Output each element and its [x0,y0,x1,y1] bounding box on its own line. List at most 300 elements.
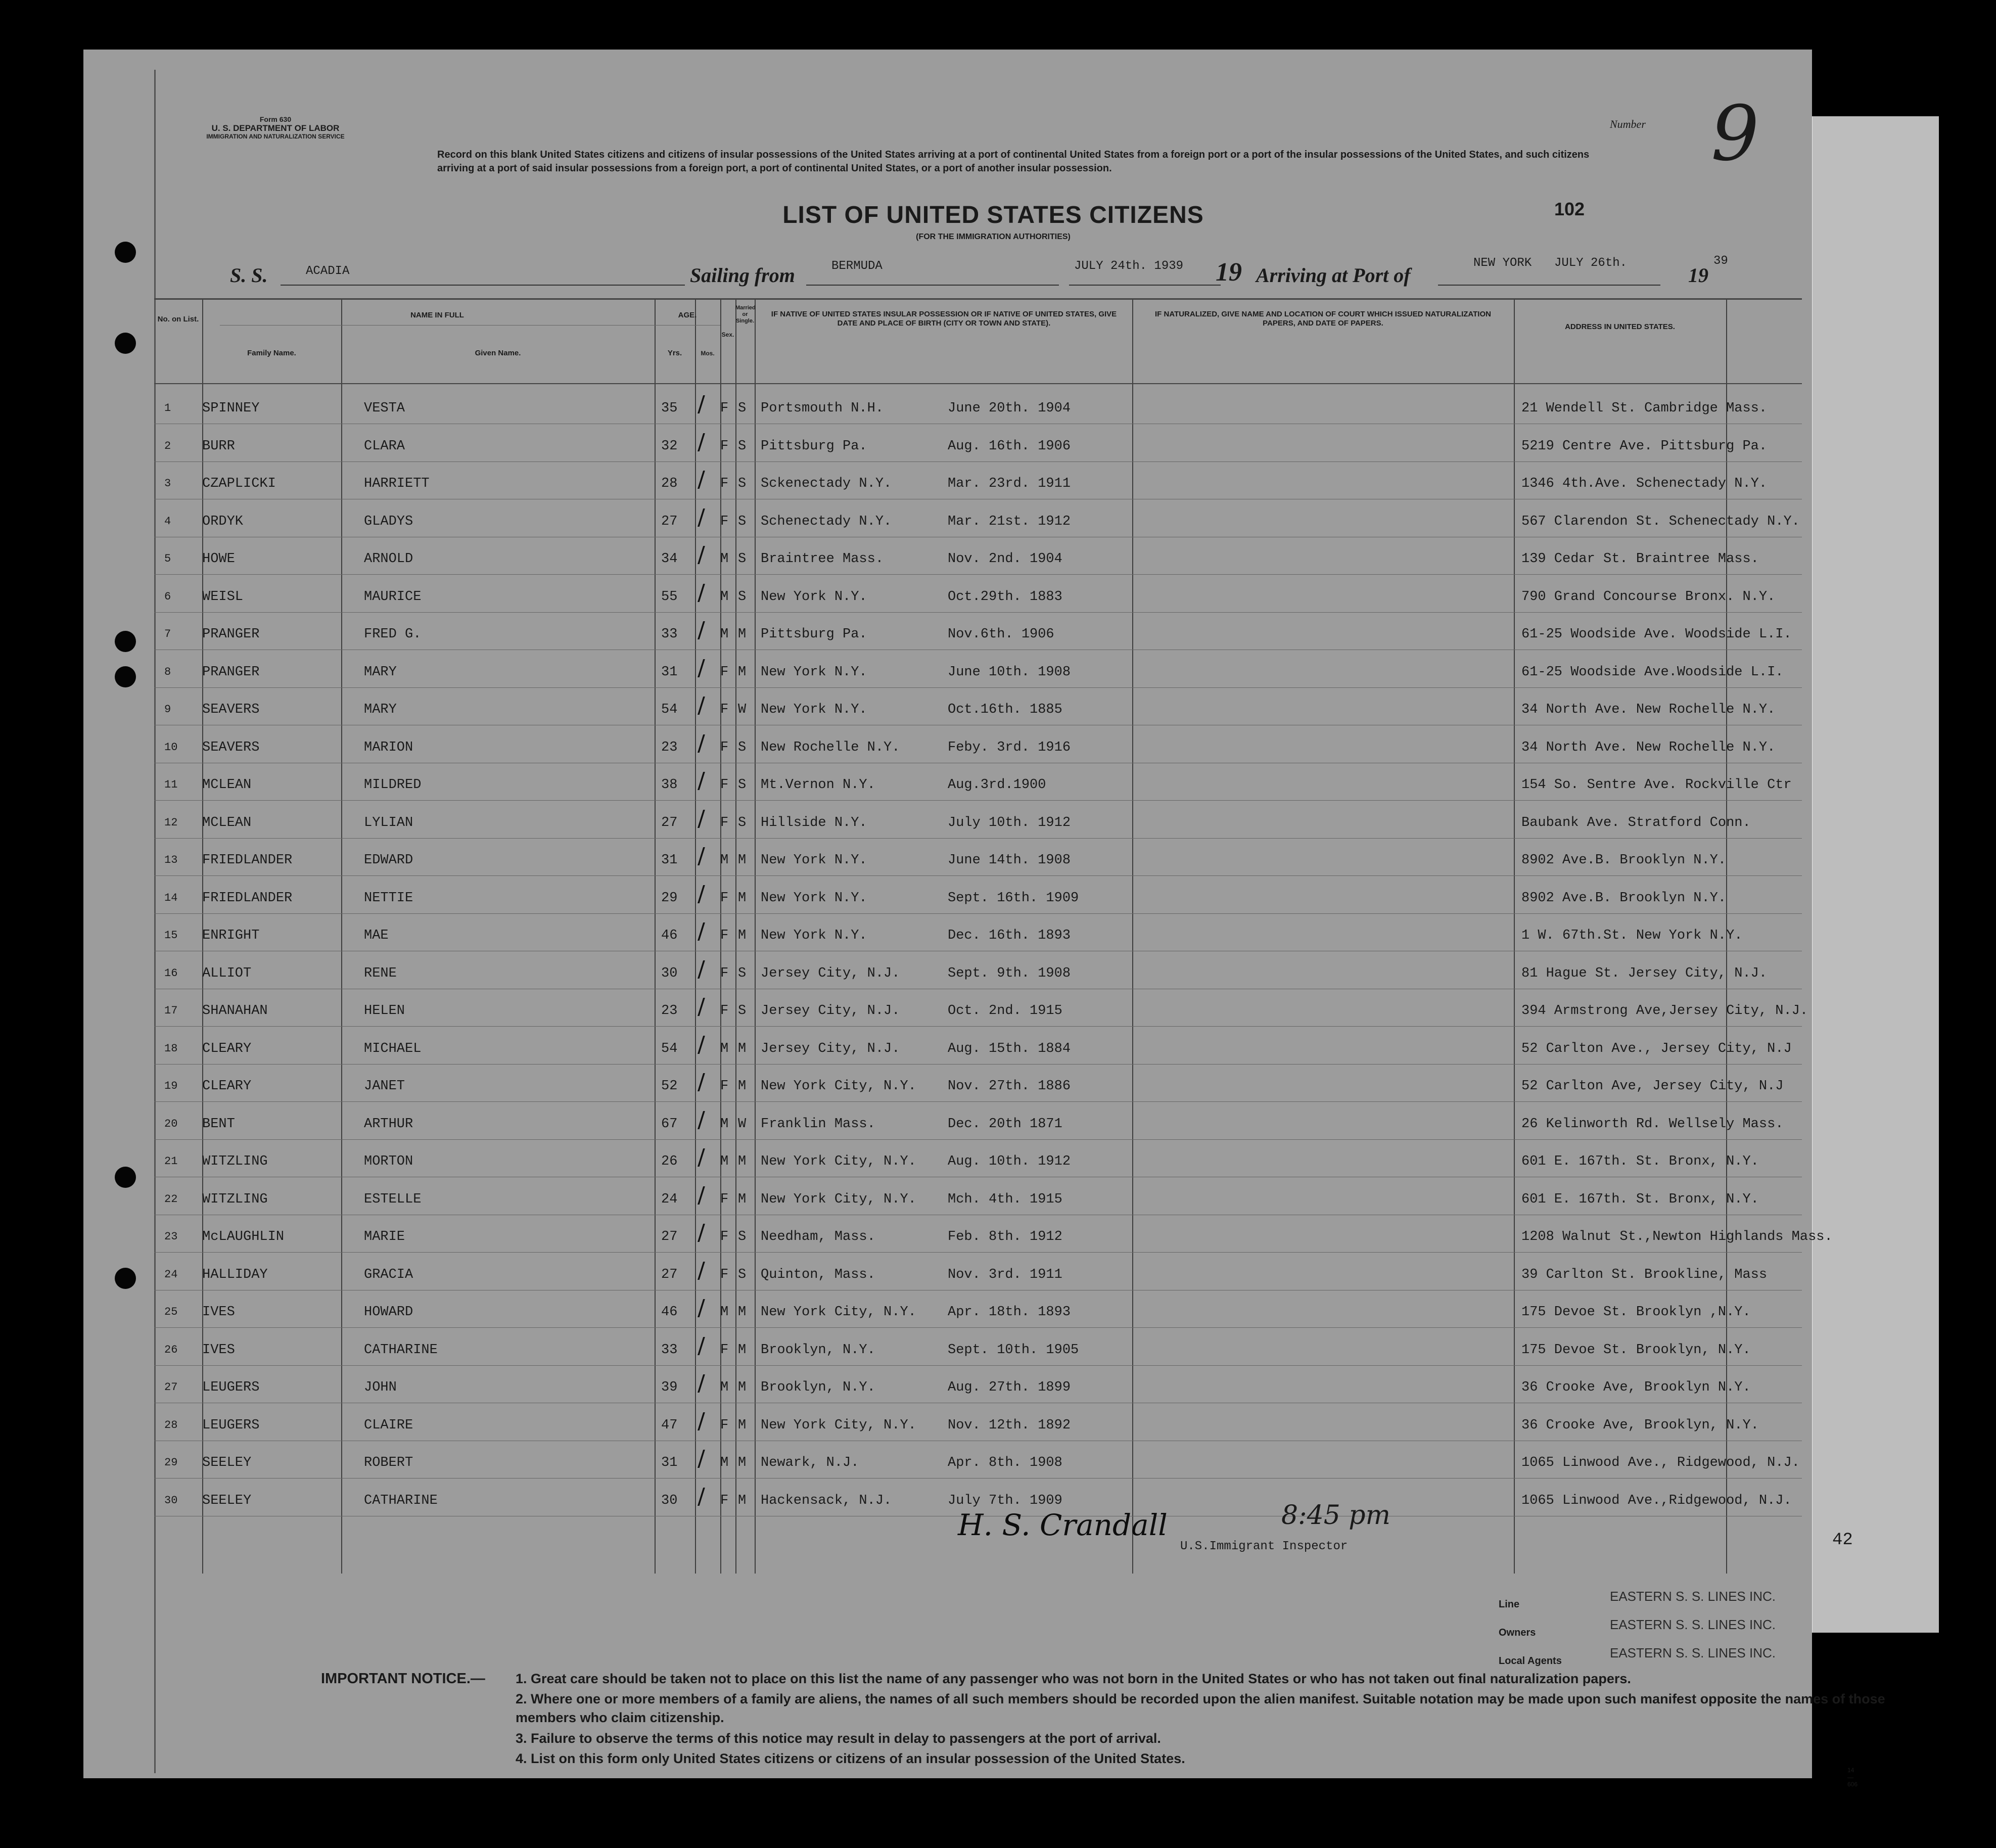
birth-place: New York N.Y. [761,589,867,605]
marital-status: M [738,928,747,943]
marital-status: S [738,1003,747,1019]
owners-label: Owners [1499,1627,1536,1638]
given-name: ROBERT [364,1455,413,1470]
row-number: 23 [164,1230,178,1243]
tally-mark: / [698,391,705,417]
sex: F [720,928,729,943]
row-number: 18 [164,1042,178,1055]
given-name: RENE [364,965,397,981]
birth-place: Hillside N.Y. [761,815,867,830]
marital-status: S [738,777,747,793]
family-name: SEAVERS [202,740,260,755]
marital-status: W [738,702,747,717]
given-name: MARIE [364,1229,405,1244]
given-name: FRED G. [364,627,422,642]
notice-item: 4. List on this form only United States citizens or citizens of an insular possession of the United States. [516,1751,1185,1766]
family-name: LEUGERS [202,1380,260,1395]
row-rule [154,574,1802,575]
given-name: MORTON [364,1154,413,1169]
row-number: 7 [164,628,171,640]
family-name: CLEARY [202,1079,252,1094]
birth-date: Aug. 16th. 1906 [948,438,1071,454]
family-name: SEAVERS [202,702,260,717]
page-subtitle: (FOR THE IMMIGRATION AUTHORITIES) [916,233,1071,241]
address: 175 Devoe St. Brooklyn ,N.Y. [1521,1305,1751,1320]
year-prefix: 19 [1216,258,1242,287]
age-years: 33 [661,1342,678,1358]
birth-date: July 7th. 1909 [948,1493,1062,1508]
birth-date: Sept. 10th. 1905 [948,1342,1079,1358]
tally-mark: / [698,1408,705,1434]
birth-date: Apr. 8th. 1908 [948,1455,1062,1470]
row-number: 26 [164,1343,178,1356]
sex: M [720,1305,729,1320]
given-name: CLAIRE [364,1417,413,1433]
tally-mark: / [698,429,705,455]
birth-date: Dec. 16th. 1893 [948,928,1071,943]
address: 601 E. 167th. St. Bronx, N.Y. [1521,1191,1759,1207]
marital-status: M [738,890,747,906]
row-number: 25 [164,1306,178,1318]
col-header-age: AGE. [678,311,697,319]
tally-mark: / [698,1144,705,1170]
row-number: 12 [164,816,178,829]
birth-place: Quinton, Mass. [761,1267,875,1282]
marital-status: M [738,1342,747,1358]
given-name: MARY [364,664,397,680]
ss-label: S. S. [230,264,268,287]
tally-mark: / [698,805,705,831]
tally-mark: / [698,1182,705,1208]
tally-mark: / [698,843,705,869]
given-name: HOWARD [364,1305,413,1320]
age-years: 46 [661,1305,678,1320]
birth-date: Aug. 10th. 1912 [948,1154,1071,1169]
birth-place: New York N.Y. [761,928,867,943]
given-name: EDWARD [364,853,413,868]
family-name: ALLIOT [202,965,252,981]
family-name: SHANAHAN [202,1003,268,1019]
row-number: 4 [164,515,171,528]
sex: M [720,589,729,605]
birth-place: Newark, N.J. [761,1455,859,1470]
address: 8902 Ave.B. Brooklyn N.Y. [1521,853,1727,868]
address: 1346 4th.Ave. Schenectady N.Y. [1521,476,1768,491]
row-number: 2 [164,439,171,452]
sex: F [720,740,729,755]
family-name: McLAUGHLIN [202,1229,285,1244]
birth-date: June 10th. 1908 [948,664,1071,680]
row-number: 16 [164,966,178,980]
family-name: BURR [202,438,235,454]
age-years: 54 [661,702,678,717]
birth-date: Sept. 9th. 1908 [948,965,1071,981]
row-rule [154,1478,1802,1479]
adjacent-page-edge [1809,116,1939,1633]
tally-mark: / [698,655,705,681]
sex: M [720,551,729,567]
family-name: FRIEDLANDER [202,890,293,906]
birth-date: June 20th. 1904 [948,401,1071,416]
row-number: 14 [164,891,178,904]
sex: F [720,1229,729,1244]
sex: F [720,702,729,717]
birth-place: New York City, N.Y. [761,1154,916,1169]
address: 175 Devoe St. Brooklyn, N.Y. [1521,1342,1751,1358]
row-number: 13 [164,854,178,866]
birth-date: Nov.6th. 1906 [948,627,1054,642]
marital-status: M [738,1191,747,1207]
age-years: 38 [661,777,678,793]
footer-code: 14—606 [1847,1767,1858,1788]
given-name: ARNOLD [364,551,413,567]
family-name: HOWE [202,551,235,567]
sex: M [720,853,729,868]
tally-mark: / [698,1295,705,1321]
col-header-naturalized: IF NATURALIZED, GIVE NAME AND LOCATION OF COURT WHICH ISSUED NATURALIZATION PAPERS, AND DATE OF PAPERS. [1155,310,1491,328]
notice-item: 1. Great care should be taken not to place on this list the name of any passenger who was not born in the United States or who has not taken out final naturalization papers. [516,1671,1631,1686]
tally-mark: / [698,956,705,982]
given-name: MARY [364,702,397,717]
row-rule [154,800,1802,801]
agents-label: Local Agents [1499,1655,1562,1667]
address: 394 Armstrong Ave,Jersey City, N.J. [1521,1003,1808,1019]
birth-date: Nov. 2nd. 1904 [948,551,1062,567]
marital-status: M [738,1380,747,1395]
sex: M [720,1455,729,1470]
row-number: 29 [164,1456,178,1469]
arrival-port: NEW YORK [1473,256,1532,270]
sex: M [720,1116,729,1132]
given-name: JANET [364,1079,405,1094]
tally-mark: / [698,768,705,794]
record-instructions: Record on this blank United States citizens and citizens of insular possessions of the United States arriving at a port of continental United States from a foreign port or a port of the insular possessions of the United States, and such citizens arriving at a port of said insular possessions from a foreign port, a port of continental United States, or a port of another insular possession. [437,149,1590,174]
birth-place: Schenectady N.Y. [761,514,892,529]
given-name: LYLIAN [364,815,413,830]
row-number: 3 [164,477,171,490]
family-name: CZAPLICKI [202,476,276,491]
age-years: 27 [661,514,678,529]
row-number: 10 [164,741,178,754]
birth-place: Needham, Mass. [761,1229,875,1244]
given-name: MAE [364,928,389,943]
age-years: 31 [661,664,678,680]
row-rule [154,1365,1802,1366]
family-name: FRIEDLANDER [202,853,293,868]
agents-stamp: EASTERN S. S. LINES INC. [1610,1645,1776,1660]
family-name: HALLIDAY [202,1267,268,1282]
given-name: ARTHUR [364,1116,413,1132]
col-header-married: Married or Single. [735,305,756,324]
sailing-port: BERMUDA [831,259,883,273]
age-years: 52 [661,1079,678,1094]
birth-place: Hackensack, N.J. [761,1493,892,1508]
row-rule [154,1064,1802,1065]
age-years: 23 [661,1003,678,1019]
sex: F [720,1191,729,1207]
col-header-mos: Mos. [701,350,715,357]
service-name: IMMIGRATION AND NATURALIZATION SERVICE [206,133,345,140]
sex: F [720,438,729,454]
tally-mark: / [698,1446,705,1471]
address: 36 Crooke Ave, Brooklyn N.Y. [1521,1380,1751,1395]
address: 790 Grand Concourse Bronx. N.Y. [1521,589,1776,605]
birth-date: Apr. 18th. 1893 [948,1305,1071,1320]
col-header-address: ADDRESS IN UNITED STATES. [1565,322,1675,331]
age-years: 54 [661,1041,678,1056]
marital-status: S [738,815,747,830]
age-years: 23 [661,740,678,755]
birth-place: Brooklyn, N.Y. [761,1380,875,1395]
binder-hole [115,631,136,652]
tally-mark: / [698,1106,705,1133]
age-years: 27 [661,1229,678,1244]
given-name: MAURICE [364,589,422,605]
birth-date: June 14th. 1908 [948,853,1071,868]
family-name: PRANGER [202,627,260,642]
tally-mark: / [698,1220,705,1245]
address: 52 Carlton Ave, Jersey City, N.J [1521,1079,1784,1094]
row-rule [154,461,1802,462]
age-years: 26 [661,1154,678,1169]
family-name: WITZLING [202,1191,268,1207]
marital-status: M [738,664,747,680]
marital-status: M [738,627,747,642]
birth-date: Feby. 3rd. 1916 [948,740,1071,755]
given-name: CATHARINE [364,1342,438,1358]
row-rule [154,1139,1802,1140]
row-number: 8 [164,665,171,678]
family-name: SEELEY [202,1493,252,1508]
birth-place: Jersey City, N.J. [761,965,900,981]
binder-hole [115,333,136,354]
row-number: 28 [164,1418,178,1431]
sex: F [720,777,729,793]
given-name: VESTA [364,401,405,416]
birth-date: Oct.16th. 1885 [948,702,1062,717]
col-header-given: Given Name. [475,349,521,357]
birth-place: Braintree Mass. [761,551,884,567]
address: 21 Wendell St. Cambridge Mass. [1521,401,1768,416]
marital-status: S [738,438,747,454]
row-rule [154,1101,1802,1102]
address: 8902 Ave.B. Brooklyn N.Y. [1521,890,1727,906]
birth-date: Nov. 3rd. 1911 [948,1267,1062,1282]
notice-item: 3. Failure to observe the terms of this notice may result in delay to passengers at the port of arrival. [516,1731,1161,1746]
birth-date: Feb. 8th. 1912 [948,1229,1062,1244]
sailing-label: Sailing from [690,264,795,287]
birth-date: Dec. 20th 1871 [948,1116,1062,1132]
form-identifier [179,115,372,141]
address: 81 Hague St. Jersey City, N.J. [1521,965,1768,981]
age-years: 33 [661,627,678,642]
arriving-label: Arriving at Port of [1256,264,1411,287]
sex: F [720,1267,729,1282]
birth-place: New York N.Y. [761,664,867,680]
marital-status: M [738,1079,747,1094]
inspector-signature: H. S. Crandall [958,1508,1168,1542]
address: 1065 Linwood Ave., Ridgewood, N.J. [1521,1455,1800,1470]
passenger-total: 42 [1832,1531,1853,1550]
birth-date: Mar. 23rd. 1911 [948,476,1071,491]
birth-place: New York City, N.Y. [761,1079,916,1094]
age-years: 29 [661,890,678,906]
year-label: 19 [1688,264,1708,287]
notice-title: IMPORTANT NOTICE.— [321,1671,485,1687]
birth-place: New York City, N.Y. [761,1305,916,1320]
address: 34 North Ave. New Rochelle N.Y. [1521,702,1776,717]
row-number: 17 [164,1004,178,1017]
age-years: 28 [661,476,678,491]
birth-place: Pittsburg Pa. [761,627,867,642]
address: 1065 Linwood Ave.,Ridgewood, N.J. [1521,1493,1792,1508]
sex: F [720,401,729,416]
row-number: 19 [164,1080,178,1092]
family-name: BENT [202,1116,235,1132]
tally-mark: / [698,1257,705,1283]
address: 601 E. 167th. St. Bronx, N.Y. [1521,1154,1759,1169]
given-name: JOHN [364,1380,397,1395]
department-name: U. S. DEPARTMENT OF LABOR [211,123,340,133]
birth-place: Sckenectady N.Y. [761,476,892,491]
given-name: NETTIE [364,890,413,906]
birth-place: Brooklyn, N.Y. [761,1342,875,1358]
birth-place: New York N.Y. [761,890,867,906]
birth-place: New York City, N.Y. [761,1417,916,1433]
col-header-birth: IF NATIVE OF UNITED STATES INSULAR POSSESSION OR IF NATIVE OF UNITED STATES, GIVE DATE AND PLACE OF BIRTH (CITY OR TOWN AND STATE). [771,310,1117,328]
birth-place: Jersey City, N.J. [761,1041,900,1056]
address: 34 North Ave. New Rochelle N.Y. [1521,740,1776,755]
tally-mark: / [698,881,705,907]
tally-mark: / [698,1483,705,1509]
arrival-date: JULY 26th. [1554,256,1628,270]
sex: M [720,1041,729,1056]
age-years: 39 [661,1380,678,1395]
sex: F [720,476,729,491]
age-years: 27 [661,1267,678,1282]
family-name: CLEARY [202,1041,252,1056]
marital-status: S [738,589,747,605]
birth-date: Oct. 2nd. 1915 [948,1003,1062,1019]
address: 26 Kelinworth Rd. Wellsely Mass. [1521,1116,1784,1132]
birth-place: Pittsburg Pa. [761,438,867,454]
tally-mark: / [698,1370,705,1396]
notice-item: 2. Where one or more members of a family are aliens, the names of all such members should be recorded upon the alien manifest. Suitable notation may be made upon such manifest opposite the names of those members who claim citizenship. [516,1691,1885,1725]
col-header-family: Family Name. [247,349,296,357]
birth-date: Aug. 15th. 1884 [948,1041,1071,1056]
birth-date: Nov. 12th. 1892 [948,1417,1071,1433]
birth-date: Oct.29th. 1883 [948,589,1062,605]
tally-mark: / [698,918,705,944]
sailing-date: JULY 24th. 1939 [1074,259,1184,273]
address: 154 So. Sentre Ave. Rockville Ctr [1521,777,1792,793]
row-number: 11 [164,778,178,791]
tally-mark: / [698,692,705,718]
sex: F [720,1493,729,1508]
tally-mark: / [698,504,705,530]
tally-mark: / [698,617,705,643]
family-name: SEELEY [202,1455,252,1470]
marital-status: M [738,1417,747,1433]
sex: F [720,514,729,529]
family-name: ENRIGHT [202,928,260,943]
family-name: ORDYK [202,514,244,529]
family-name: MCLEAN [202,815,252,830]
birth-place: New York City, N.Y. [761,1191,916,1207]
given-name: MILDRED [364,777,422,793]
sex: F [720,1003,729,1019]
given-name: CATHARINE [364,1493,438,1508]
arrival-year: 39 [1713,254,1728,268]
birth-place: New Rochelle N.Y. [761,740,900,755]
family-name: WEISL [202,589,244,605]
given-name: ESTELLE [364,1191,422,1207]
birth-date: Aug.3rd.1900 [948,777,1046,793]
birth-place: New York N.Y. [761,702,867,717]
family-name: IVES [202,1342,235,1358]
address: Baubank Ave. Stratford Conn. [1521,815,1751,830]
row-rule [154,838,1802,839]
age-years: 27 [661,815,678,830]
age-years: 30 [661,965,678,981]
age-years: 31 [661,1455,678,1470]
sex: F [720,815,729,830]
age-years: 30 [661,1493,678,1508]
manifest-sheet [83,50,1885,1788]
address: 61-25 Woodside Ave. Woodside L.I. [1521,627,1792,642]
tally-mark: / [698,1069,705,1095]
age-years: 55 [661,589,678,605]
row-number: 21 [164,1155,178,1168]
col-header-no: No. on List. [157,315,199,324]
marital-status: M [738,1455,747,1470]
address: 39 Carlton St. Brookline, Mass [1521,1267,1768,1282]
age-years: 35 [661,401,678,416]
marital-status: M [738,1154,747,1169]
given-name: MICHAEL [364,1041,422,1056]
tally-mark: / [698,730,705,756]
row-number: 27 [164,1381,178,1394]
birth-date: Aug. 27th. 1899 [948,1380,1071,1395]
birth-place: Franklin Mass. [761,1116,875,1132]
birth-date: Mch. 4th. 1915 [948,1191,1062,1207]
address: 36 Crooke Ave, Brooklyn, N.Y. [1521,1417,1759,1433]
marital-status: M [738,1041,747,1056]
birth-date: Nov. 27th. 1886 [948,1079,1071,1094]
marital-status: S [738,1267,747,1282]
family-name: SPINNEY [202,401,260,416]
row-rule [154,913,1802,914]
tally-mark: / [698,467,705,492]
sex: F [720,890,729,906]
given-name: GRACIA [364,1267,413,1282]
row-rule [154,1327,1802,1328]
inspector-label: U.S.Immigrant Inspector [1180,1540,1348,1553]
ship-name: ACADIA [306,264,350,278]
binder-hole [115,1268,136,1289]
row-number: 24 [164,1268,178,1281]
birth-place: Portsmouth N.H. [761,401,884,416]
marital-status: S [738,740,747,755]
sex: F [720,1342,729,1358]
row-number: 5 [164,552,171,565]
row-number: 1 [164,402,171,414]
list-number: 9 [1711,90,1759,178]
birth-date: July 10th. 1912 [948,815,1071,830]
row-rule [154,875,1802,876]
form-number: Form 630 [259,115,292,123]
tally-mark: / [698,1031,705,1057]
